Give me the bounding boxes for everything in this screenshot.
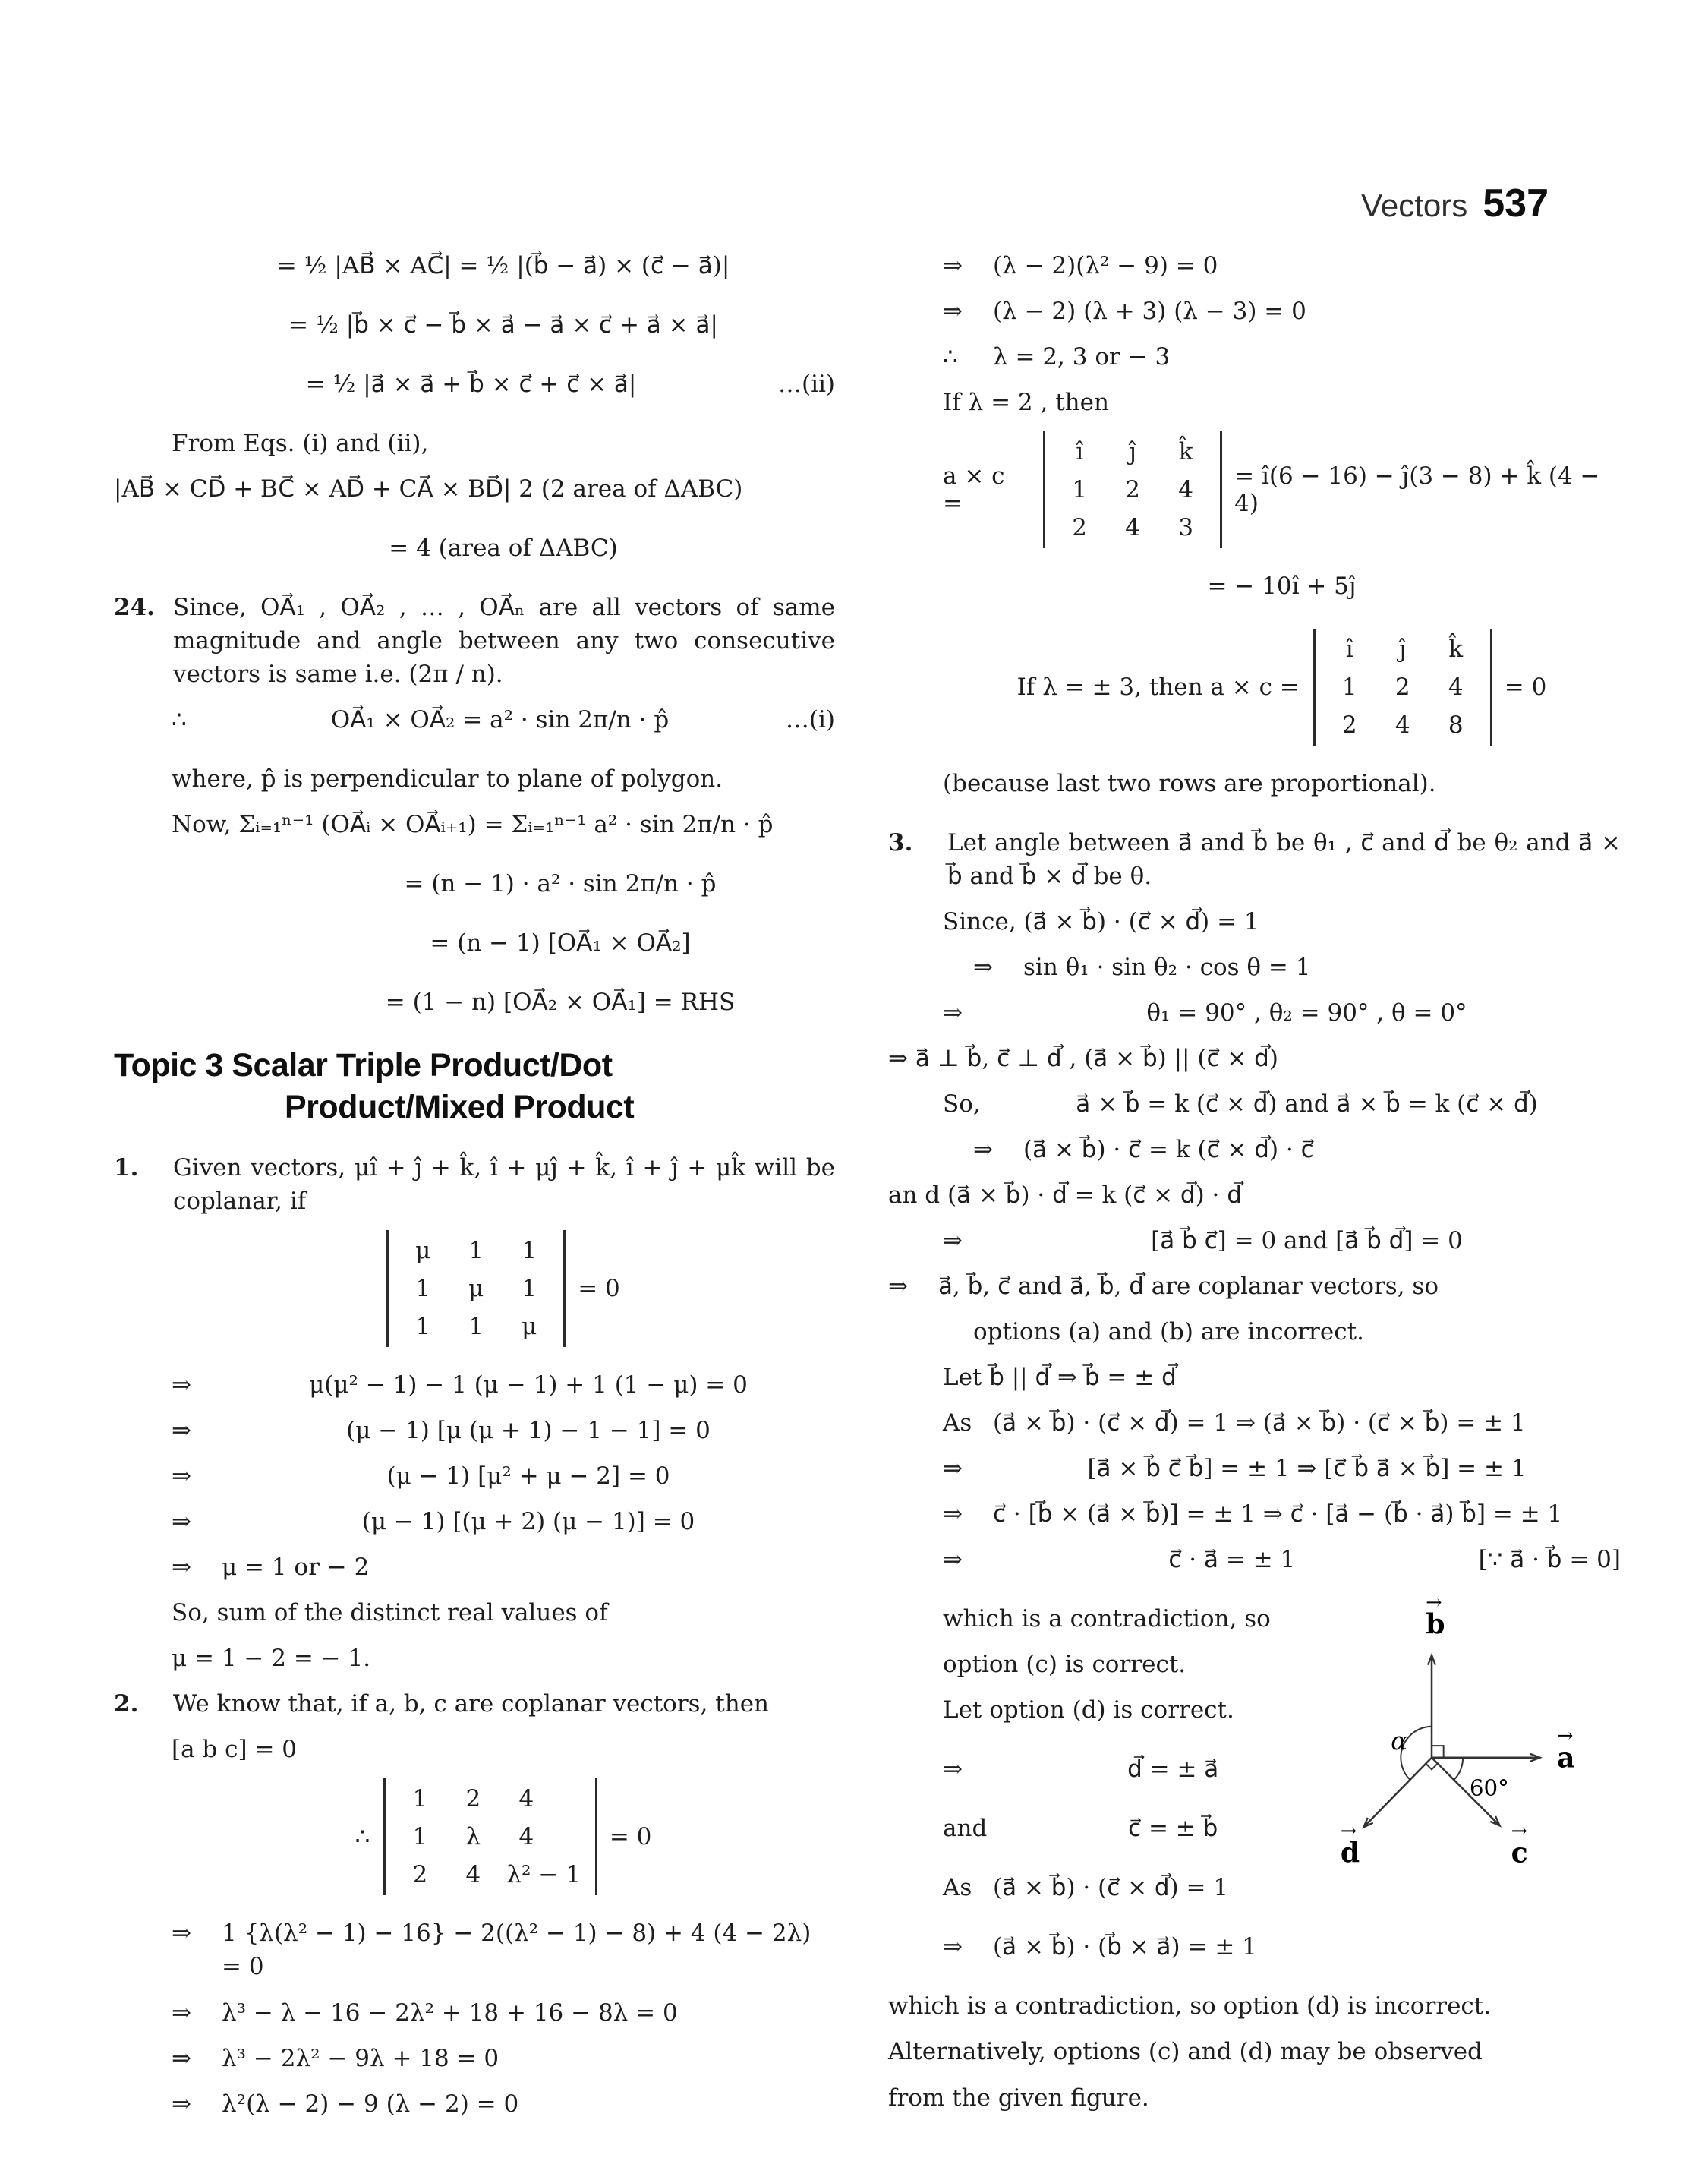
line-content: sin θ₁ · sin θ₂ · cos θ = 1 bbox=[1023, 954, 1311, 982]
line-content: We know that, if a, b, c are coplanar vectors, then bbox=[173, 1690, 770, 1718]
det-cell: 3 bbox=[1178, 514, 1194, 542]
line-content: [a b c] = 0 bbox=[172, 1736, 297, 1764]
det-cell: μ bbox=[468, 1275, 484, 1303]
determinant bbox=[888, 431, 1621, 548]
line-content: c⃗ · a⃗ = ± 1 bbox=[1168, 1546, 1296, 1574]
vector-d-line bbox=[1364, 1758, 1432, 1827]
doc-line bbox=[888, 2035, 1621, 2068]
left-marker: ⇒ bbox=[172, 1554, 191, 1582]
det-row bbox=[396, 1308, 556, 1345]
doc-line bbox=[114, 1505, 835, 1538]
line-content: (μ − 1) [μ (μ + 1) − 1 − 1] = 0 bbox=[346, 1417, 711, 1445]
det-row bbox=[1323, 668, 1483, 706]
doc-line bbox=[888, 1602, 1353, 1636]
left-marker: ⇒ bbox=[172, 1417, 191, 1445]
line-content: λ²(λ − 2) − 9 (λ − 2) = 0 bbox=[222, 2090, 519, 2118]
doc-line bbox=[114, 1733, 835, 1766]
det-cell: 4 bbox=[518, 1823, 534, 1851]
det-cell: ĵ bbox=[1398, 636, 1407, 664]
doc-line bbox=[114, 1151, 835, 1218]
doc-line bbox=[888, 1087, 1621, 1121]
line-content: 1 {λ(λ² − 1) − 16} − 2((λ² − 1) − 8) + 4 (4 − 2λ) = 0 bbox=[222, 1920, 811, 1981]
determinant bbox=[114, 1230, 835, 1347]
left-marker: ⇒ bbox=[943, 1933, 963, 1961]
left-marker: ⇒ bbox=[943, 1756, 963, 1784]
doc-line bbox=[888, 996, 1621, 1030]
doc-line bbox=[114, 2087, 835, 2121]
det-matrix bbox=[1313, 629, 1492, 746]
det-cell: λ² − 1 bbox=[506, 1861, 581, 1889]
line-content: (a⃗ × b⃗) · (c⃗ × d⃗) = 1 bbox=[993, 1874, 1229, 1902]
left-marker: ⇒ bbox=[172, 2044, 191, 2072]
doc-line bbox=[888, 2081, 1621, 2115]
left-marker: ⇒ bbox=[973, 1136, 993, 1164]
item-number: 24. bbox=[114, 594, 155, 622]
angle-60-arc bbox=[1454, 1758, 1463, 1780]
vector-figure bbox=[1302, 1572, 1628, 1929]
equation-ref: [∵ a⃗ · b⃗ = 0] bbox=[1478, 1546, 1621, 1574]
det-row bbox=[1053, 433, 1212, 471]
det-row bbox=[396, 1270, 556, 1308]
line-content: μ = 1 or − 2 bbox=[222, 1554, 370, 1582]
det-rhs: = î(6 − 16) − ĵ(3 − 8) + k̂ (4 − 4) bbox=[1234, 462, 1600, 518]
left-marker: ⇒ bbox=[943, 298, 963, 326]
det-cell: 4 bbox=[465, 1861, 481, 1889]
line-content: = ½ |AB⃗ × AC⃗| = ½ |(b⃗ − a⃗) × (c⃗ − a⃗)| bbox=[276, 252, 730, 279]
det-cell: λ bbox=[465, 1823, 481, 1851]
line-content: (a⃗ × b⃗) · c⃗ = k (c⃗ × d⃗) · c⃗ bbox=[1023, 1136, 1314, 1164]
left-marker: and bbox=[943, 1815, 988, 1843]
det-cell: 1 bbox=[522, 1275, 537, 1303]
line-content: options (a) and (b) are incorrect. bbox=[973, 1318, 1364, 1346]
det-row bbox=[1323, 706, 1483, 744]
doc-line bbox=[114, 368, 835, 401]
topic-heading bbox=[114, 1045, 835, 1128]
line-content: So, sum of the distinct real values of bbox=[172, 1599, 608, 1627]
doc-line bbox=[888, 295, 1621, 328]
line-content: a⃗, b⃗, c⃗ and a⃗, b⃗, d⃗ are coplanar vectors, so bbox=[938, 1273, 1439, 1301]
vector-arrow-icon: → bbox=[1511, 1819, 1527, 1842]
line-content: Let b⃗ || d⃗ ⇒ b⃗ = ± d⃗ bbox=[943, 1364, 1177, 1392]
det-cell: 2 bbox=[1341, 711, 1357, 740]
determinant bbox=[114, 1778, 835, 1895]
line-content: = ½ |a⃗ × a⃗ + b⃗ × c⃗ + c⃗ × a⃗| bbox=[305, 371, 637, 399]
line-content: which is a contradiction, so bbox=[943, 1605, 1271, 1633]
line-content: Let option (d) is correct. bbox=[943, 1696, 1234, 1724]
det-rhs: = 0 bbox=[578, 1275, 620, 1303]
topic-line-1: Topic 3 Scalar Triple Product/Dot bbox=[114, 1047, 613, 1084]
det-cell: î bbox=[1345, 636, 1353, 664]
line-content: (a⃗ × b⃗) · (b⃗ × a⃗) = ± 1 bbox=[993, 1933, 1257, 1961]
doc-line bbox=[114, 1414, 835, 1447]
left-marker: As bbox=[943, 1874, 972, 1902]
det-row bbox=[1053, 509, 1212, 547]
doc-line bbox=[888, 1989, 1621, 2023]
line-content: λ³ − 2λ² − 9λ + 18 = 0 bbox=[222, 2044, 499, 2072]
right-column bbox=[888, 249, 1621, 2127]
line-content: (λ − 2)(λ² − 9) = 0 bbox=[993, 252, 1218, 279]
doc-line bbox=[888, 1361, 1621, 1394]
det-cell: 1 bbox=[412, 1785, 428, 1813]
doc-line bbox=[888, 1648, 1353, 1681]
det-cell: 4 bbox=[1125, 514, 1141, 542]
line-content: option (c) is correct. bbox=[943, 1651, 1186, 1679]
vector-a-label: a bbox=[1557, 1741, 1575, 1774]
running-head bbox=[1361, 181, 1549, 226]
det-cell: k̂ bbox=[1178, 438, 1193, 466]
left-marker: ⇒ bbox=[943, 1500, 963, 1528]
vector-arrow-icon: → bbox=[1426, 1590, 1442, 1614]
doc-line bbox=[114, 1642, 835, 1675]
doc-line bbox=[888, 386, 1621, 419]
det-matrix bbox=[1043, 431, 1222, 548]
left-marker: ⇒ bbox=[943, 1546, 963, 1574]
vector-d-label: d bbox=[1340, 1836, 1360, 1869]
doc-line bbox=[114, 308, 835, 342]
left-marker: ⇒ bbox=[943, 1227, 963, 1255]
line-content: (λ − 2) (λ + 3) (λ − 3) = 0 bbox=[993, 298, 1306, 326]
vector-b-label: b bbox=[1426, 1607, 1445, 1641]
det-cell: 1 bbox=[1072, 476, 1088, 504]
left-marker: ⇒ bbox=[973, 954, 993, 982]
doc-line bbox=[888, 249, 1621, 282]
line-content: [a⃗ b⃗ c⃗] = 0 and [a⃗ b⃗ d⃗] = 0 bbox=[1151, 1227, 1463, 1255]
line-content: c⃗ · [b⃗ × (a⃗ × b⃗)] = ± 1 ⇒ c⃗ · [a⃗ − (b⃗ · a⃗) b⃗] = ± 1 bbox=[993, 1500, 1563, 1528]
det-matrix bbox=[383, 1778, 597, 1895]
doc-line bbox=[888, 905, 1621, 939]
line-content: d⃗ = ± a⃗ bbox=[1127, 1756, 1219, 1784]
det-cell: 8 bbox=[1448, 711, 1464, 740]
vector-c-label: c bbox=[1511, 1836, 1528, 1869]
line-content: ⇒ a⃗ ⊥ b⃗, c⃗ ⊥ d⃗ , (a⃗ × b⃗) || (c⃗ × d⃗) bbox=[888, 1045, 1278, 1073]
left-marker: ⇒ bbox=[943, 999, 963, 1027]
doc-line bbox=[888, 1270, 1621, 1303]
line-content: Let angle between a⃗ and b⃗ be θ₁ , c⃗ and d⃗ be θ₂ and a⃗ × b⃗ and b⃗ × d⃗ be θ. bbox=[947, 829, 1621, 891]
doc-line bbox=[888, 951, 1621, 984]
det-cell: 1 bbox=[415, 1313, 431, 1341]
left-marker: ⇒ bbox=[943, 252, 963, 279]
line-content: Given vectors, μî + ĵ + k̂, î + μĵ + k̂, î + ĵ + μk̂ will be coplanar, if bbox=[173, 1154, 835, 1216]
line-content: c⃗ = ± b⃗ bbox=[1128, 1815, 1218, 1843]
line-content: If λ = 2 , then bbox=[943, 389, 1109, 417]
left-marker: ∴ bbox=[172, 706, 187, 734]
item-number: 3. bbox=[888, 829, 913, 857]
line-content: = (1 − n) [OA⃗₂ × OA⃗₁] = RHS bbox=[385, 989, 736, 1017]
line-content: λ³ − λ − 16 − 2λ² + 18 + 16 − 8λ = 0 bbox=[222, 1998, 678, 2027]
det-cell: 4 bbox=[1448, 674, 1464, 702]
topic-line-2: Product/Mixed Product bbox=[285, 1089, 635, 1126]
line-content: = (n − 1) · a² · sin 2π/n · p̂ bbox=[404, 870, 717, 898]
doc-line bbox=[114, 1596, 835, 1629]
doc-line bbox=[114, 591, 835, 691]
doc-line bbox=[888, 1315, 1621, 1349]
equation-ref: …(i) bbox=[785, 706, 835, 734]
det-cell: 2 bbox=[412, 1861, 428, 1889]
det-cell: 2 bbox=[1072, 514, 1088, 542]
left-marker: So, bbox=[943, 1090, 981, 1118]
left-marker: ⇒ bbox=[943, 1455, 963, 1483]
doc-line bbox=[114, 472, 835, 506]
det-cell: 1 bbox=[468, 1313, 484, 1341]
line-content: (μ − 1) [μ² + μ − 2] = 0 bbox=[386, 1462, 670, 1491]
left-marker: ∴ bbox=[943, 343, 958, 371]
doc-line bbox=[114, 1996, 835, 2030]
doc-line bbox=[888, 340, 1621, 374]
doc-line bbox=[888, 1452, 1621, 1485]
doc-line bbox=[888, 1178, 1621, 1212]
doc-line bbox=[888, 1812, 1353, 1845]
doc-line bbox=[888, 767, 1621, 800]
doc-line bbox=[888, 1930, 1353, 1964]
det-cell: 1 bbox=[468, 1237, 484, 1265]
item-number: 1. bbox=[114, 1154, 139, 1182]
line-content: = (n − 1) [OA⃗₁ × OA⃗₂] bbox=[430, 929, 691, 957]
det-lead: ∴ bbox=[355, 1823, 370, 1851]
line-content: λ = 2, 3 or − 3 bbox=[993, 343, 1171, 371]
det-cell: 2 bbox=[1125, 476, 1141, 504]
vector-arrow-icon: → bbox=[1340, 1819, 1357, 1842]
line-content: Alternatively, options (c) and (d) may be observed bbox=[888, 2038, 1483, 2066]
left-marker: ⇒ bbox=[172, 1462, 191, 1491]
line-content: OA⃗₁ × OA⃗₂ = a² · sin 2π/n · p̂ bbox=[330, 706, 670, 734]
det-row bbox=[393, 1780, 587, 1818]
det-cell: μ bbox=[415, 1237, 431, 1265]
doc-line bbox=[114, 2042, 835, 2075]
doc-line bbox=[888, 1871, 1353, 1904]
angle-60-label: 60° bbox=[1469, 1774, 1509, 1801]
line-content: From Eqs. (i) and (ii), bbox=[172, 430, 429, 458]
det-cell: 1 bbox=[1341, 674, 1357, 702]
left-marker: As bbox=[943, 1409, 972, 1437]
line-content: μ = 1 − 2 = − 1. bbox=[172, 1645, 371, 1673]
doc-line bbox=[888, 1497, 1621, 1531]
doc-line bbox=[114, 249, 835, 282]
det-cell: 4 bbox=[1178, 476, 1194, 504]
det-cell: 4 bbox=[518, 1785, 534, 1813]
doc-line bbox=[114, 762, 835, 796]
doc-line bbox=[888, 1693, 1353, 1727]
doc-line bbox=[888, 1752, 1353, 1786]
det-cell: 2 bbox=[1394, 674, 1410, 702]
doc-line bbox=[114, 986, 835, 1019]
doc-line bbox=[114, 867, 835, 901]
line-content: (μ − 1) [(μ + 2) (μ − 1)] = 0 bbox=[361, 1508, 695, 1536]
diamond-angle-mark bbox=[1426, 1758, 1438, 1770]
doc-line bbox=[888, 1133, 1621, 1166]
doc-line bbox=[114, 1459, 835, 1493]
line-content: (a⃗ × b⃗) · (c⃗ × d⃗) = 1 ⇒ (a⃗ × b⃗) · (c⃗ × b⃗) = ± 1 bbox=[993, 1409, 1526, 1437]
line-content: = ½ |b⃗ × c⃗ − b⃗ × a⃗ − a⃗ × c⃗ + a⃗ × a⃗| bbox=[288, 311, 718, 339]
det-cell: μ bbox=[522, 1313, 537, 1341]
det-row bbox=[393, 1818, 587, 1856]
line-content: an d (a⃗ × b⃗) · d⃗ = k (c⃗ × d⃗) · d⃗ bbox=[888, 1181, 1242, 1210]
det-cell: 4 bbox=[1394, 711, 1410, 740]
det-cell: k̂ bbox=[1448, 636, 1464, 664]
doc-line bbox=[114, 703, 835, 737]
line-content: Now, Σᵢ₌₁ⁿ⁻¹ (OA⃗ᵢ × OA⃗ᵢ₊₁) = Σᵢ₌₁ⁿ⁻¹ a² · sin 2π/n · p̂ bbox=[172, 811, 774, 839]
det-cell: î bbox=[1076, 438, 1084, 466]
left-column bbox=[114, 249, 835, 2133]
det-row bbox=[1323, 630, 1483, 668]
line-content: |AB⃗ × CD⃗ + BC⃗ × AD⃗ + CA⃗ × BD⃗| 2 (2 area of ΔABC) bbox=[114, 475, 743, 503]
det-row bbox=[393, 1856, 587, 1894]
line-content: which is a contradiction, so option (d) is incorrect. bbox=[888, 1992, 1492, 2021]
doc-line bbox=[114, 1550, 835, 1584]
line-content: μ(μ² − 1) − 1 (μ − 1) + 1 (1 − μ) = 0 bbox=[309, 1371, 748, 1399]
right-angle-mark bbox=[1432, 1746, 1444, 1758]
left-marker: ⇒ bbox=[172, 1998, 191, 2027]
line-content: = − 10î + 5ĵ bbox=[1207, 573, 1357, 601]
doc-line bbox=[114, 532, 835, 565]
det-lead: If λ = ± 3, then a × c = bbox=[1016, 674, 1300, 702]
doc-line bbox=[888, 1042, 1621, 1075]
det-row bbox=[396, 1232, 556, 1270]
det-row bbox=[1053, 471, 1212, 509]
det-cell: 1 bbox=[522, 1237, 537, 1265]
line-content: a⃗ × b⃗ = k (c⃗ × d⃗) and a⃗ × b⃗ = k (c⃗ × d⃗) bbox=[1076, 1090, 1538, 1118]
doc-line bbox=[114, 1687, 835, 1721]
equation-ref: …(ii) bbox=[777, 371, 835, 399]
line-content: θ₁ = 90° , θ₂ = 90° , θ = 0° bbox=[1146, 999, 1467, 1027]
det-cell: ĵ bbox=[1129, 438, 1136, 466]
left-marker: ⇒ bbox=[172, 1371, 191, 1399]
det-rhs: = 0 bbox=[609, 1823, 652, 1851]
doc-line bbox=[114, 1916, 835, 1983]
doc-line bbox=[114, 1368, 835, 1402]
line-content: [a⃗ × b⃗ c⃗ b⃗] = ± 1 ⇒ [c⃗ b⃗ a⃗ × b⃗] = ± 1 bbox=[1087, 1455, 1527, 1483]
vector-arrow-icon: → bbox=[1557, 1724, 1574, 1747]
alpha-label: α bbox=[1391, 1727, 1408, 1756]
det-lead: a × c = bbox=[943, 462, 1005, 518]
det-cell: 1 bbox=[412, 1823, 428, 1851]
line-content: where, p̂ is perpendicular to plane of polygon. bbox=[172, 765, 723, 793]
doc-line bbox=[114, 427, 835, 460]
determinant bbox=[888, 629, 1621, 746]
line-content: = 4 (area of ΔABC) bbox=[389, 535, 618, 563]
left-marker: ⇒ bbox=[172, 1508, 191, 1536]
page-number: 537 bbox=[1483, 181, 1549, 226]
det-cell: 2 bbox=[465, 1785, 481, 1813]
doc-line bbox=[888, 826, 1621, 893]
line-content: from the given figure. bbox=[888, 2084, 1149, 2112]
left-marker: ⇒ bbox=[888, 1273, 908, 1301]
left-marker: ⇒ bbox=[172, 2090, 191, 2118]
chapter-title: Vectors bbox=[1361, 188, 1468, 223]
doc-line bbox=[888, 569, 1621, 603]
doc-line bbox=[114, 926, 835, 960]
doc-line bbox=[888, 1224, 1621, 1257]
det-rhs: = 0 bbox=[1504, 674, 1547, 702]
line-content: Since, OA⃗₁ , OA⃗₂ , … , OA⃗ₙ are all vectors of same magnitude and angle between any two consecutive vectors is same i.e. (2π / n). bbox=[173, 594, 835, 689]
line-content: (because last two rows are proportional). bbox=[943, 770, 1436, 798]
doc-line bbox=[114, 808, 835, 841]
line-content: Since, (a⃗ × b⃗) · (c⃗ × d⃗) = 1 bbox=[943, 908, 1259, 936]
det-matrix bbox=[386, 1230, 566, 1347]
left-marker: ⇒ bbox=[172, 1920, 191, 1948]
det-cell: 1 bbox=[415, 1275, 431, 1303]
doc-line bbox=[888, 1406, 1621, 1440]
item-number: 2. bbox=[114, 1690, 139, 1718]
